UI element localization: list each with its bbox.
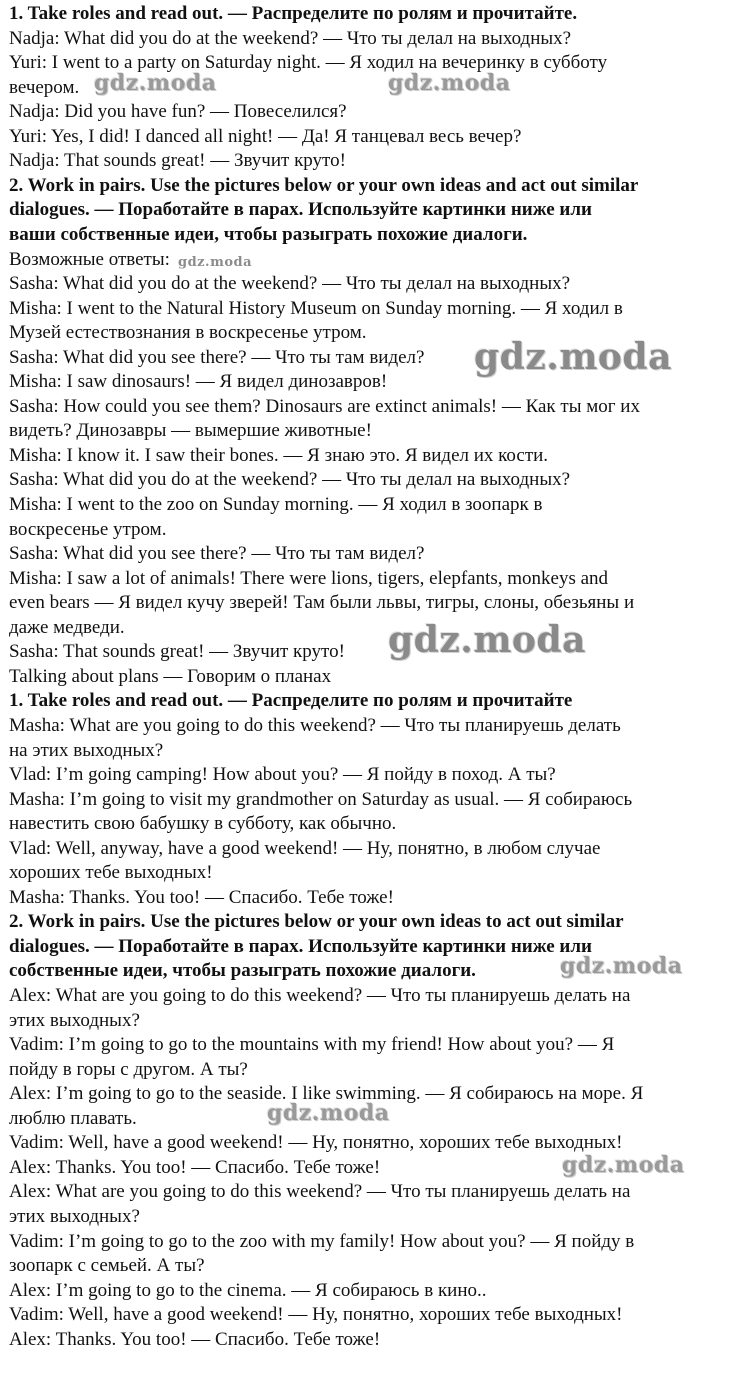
text-line: Masha: What are you going to do this weekend? — Что ты планируешь делать — [9, 714, 621, 736]
text-line: этих выходных? — [9, 1205, 140, 1227]
text-line: хороших тебе выходных! — [9, 862, 213, 884]
text-line: на этих выходных? — [9, 739, 164, 761]
text-line: Sasha: What did you see there? — Что ты там видел? — [9, 543, 425, 565]
text-line: dialogues. — Поработайте в парах. Используйте картинки ниже или — [9, 199, 592, 221]
text-line: Masha: Thanks. You too! — Спасибо. Тебе тоже! — [9, 886, 394, 908]
text-line: Sasha: What did you see there? — Что ты там видел? — [9, 346, 425, 368]
text-line: зоопарк с семьей. А ты? — [9, 1255, 205, 1277]
text-line: Misha: I went to the zoo on Sunday morning. — Я ходил в зоопарк в — [9, 494, 543, 515]
text-line: Alex: What are you going to do this weekend? — Что ты планируешь делать на — [9, 985, 631, 1006]
watermark-logo: gdz.moda — [474, 336, 672, 378]
watermark-logo: gdz.moda — [562, 1152, 685, 1178]
text-line: Talking about plans — Говорим о планах — [9, 665, 332, 687]
text-line: вечером. — [9, 76, 80, 98]
text-line: Alex: I’m going to go to the seaside. I like swimming. — Я собираюсь на море. Я — [9, 1083, 644, 1105]
text-line: ваши собственные идеи, чтобы разыграть похожие диалоги. — [9, 223, 528, 245]
text-line: Музей естествознания в воскресенье утром. — [9, 322, 367, 344]
text-line: 1. Take roles and read out. — Распределите по ролям и прочитайте. — [9, 3, 578, 24]
watermark-logo: gdz.moda — [560, 953, 683, 979]
text-line: Yuri: I went to a party on Saturday night. — Я ходил на вечеринку в субботу — [9, 52, 608, 74]
text-line: Возможные ответы: — [9, 248, 170, 270]
text-line: Nadja: That sounds great! — Звучит круто! — [9, 150, 346, 172]
watermark-logo: gdz.moda — [388, 70, 511, 96]
text-line: Alex: I’m going to go to the cinema. — Я собираюсь в кино.. — [9, 1279, 487, 1301]
text-line: Vlad: I’m going camping! How about you? — Я пойду в поход. А ты? — [9, 764, 556, 786]
text-line: Masha: I’m going to visit my grandmother on Saturday as usual. — Я собираюсь — [9, 788, 633, 810]
text-line: Alex: Thanks. You too! — Спасибо. Тебе тоже! — [9, 1156, 381, 1178]
text-line: Vadim: Well, have a good weekend! — Ну, понятно, хороших тебе выходных! — [9, 1304, 623, 1326]
text-line: Vadim: Well, have a good weekend! — Ну, понятно, хороших тебе выходных! — [9, 1132, 623, 1154]
text-line: Nadja: What did you do at the weekend? — Что ты делал на выходных? — [9, 27, 572, 49]
text-line: собственные идеи, чтобы разыграть похожие диалоги. — [9, 960, 476, 982]
watermark-logo: gdz.moda — [178, 255, 253, 270]
text-line: 2. Work in pairs. Use the pictures below or your own ideas to act out similar — [9, 911, 624, 933]
text-line: Sasha: How could you see them? Dinosaurs are extinct animals! — Как ты мог их — [9, 395, 640, 417]
text-line: пойду в горы с другом. А ты? — [9, 1058, 248, 1080]
text-line: Misha: I saw a lot of animals! There were lions, tigers, elepfants, monkeys and — [9, 567, 609, 589]
watermark-logo: gdz.moda — [267, 1100, 390, 1126]
text-line: Misha: I went to the Natural History Museum on Sunday morning. — Я ходил в — [9, 297, 623, 319]
text-line: 2. Work in pairs. Use the pictures below or your own ideas and act out similar — [9, 174, 639, 196]
text-line: этих выходных? — [9, 1009, 140, 1031]
text-line: видеть? Динозавры — вымершие животные! — [9, 420, 372, 442]
text-line: Misha: I saw dinosaurs! — Я видел динозавров! — [9, 371, 388, 393]
text-line: Sasha: What did you do at the weekend? — Что ты делал на выходных? — [9, 469, 571, 491]
text-line: Yuri: Yes, I did! I danced all night! — Да! Я танцевал весь вечер? — [9, 125, 522, 147]
text-line: Sasha: That sounds great! — Звучит круто! — [9, 641, 345, 663]
text-line: воскресенье утром. — [9, 518, 167, 540]
text-line: Alex: Thanks. You too! — Спасибо. Тебе тоже! — [9, 1328, 381, 1350]
text-line: Misha: I know it. I saw their bones. — Я знаю это. Я видел их кости. — [9, 444, 549, 466]
text-line: even bears — Я видел кучу зверей! Там были львы, тигры, слоны, обезьяны и — [9, 592, 635, 614]
text-line: Vlad: Well, anyway, have a good weekend! — Ну, понятно, в любом случае — [9, 837, 601, 859]
text-line: Sasha: What did you do at the weekend? — Что ты делал на выходных? — [9, 273, 571, 295]
text-line: Vadim: I’m going to go to the mountains with my friend! How about you? — Я — [9, 1034, 615, 1056]
text-line: люблю плавать. — [9, 1107, 137, 1129]
text-line: Nadja: Did you have fun? — Повеселился? — [9, 101, 347, 123]
text-line: 1. Take roles and read out. — Распределите по ролям и прочитайте — [9, 690, 573, 712]
text-line: dialogues. — Поработайте в парах. Используйте картинки ниже или — [9, 935, 592, 957]
text-line: навестить свою бабушку в субботу, как обычно. — [9, 813, 397, 835]
watermark-logo: gdz.moda — [94, 70, 217, 96]
text-line: Alex: What are you going to do this weekend? — Что ты планируешь делать на — [9, 1181, 631, 1203]
watermark-logo: gdz.moda — [388, 619, 586, 661]
text-line: Vadim: I’m going to go to the zoo with my family! How about you? — Я пойду в — [9, 1230, 635, 1252]
text-line: даже медведи. — [9, 616, 125, 638]
